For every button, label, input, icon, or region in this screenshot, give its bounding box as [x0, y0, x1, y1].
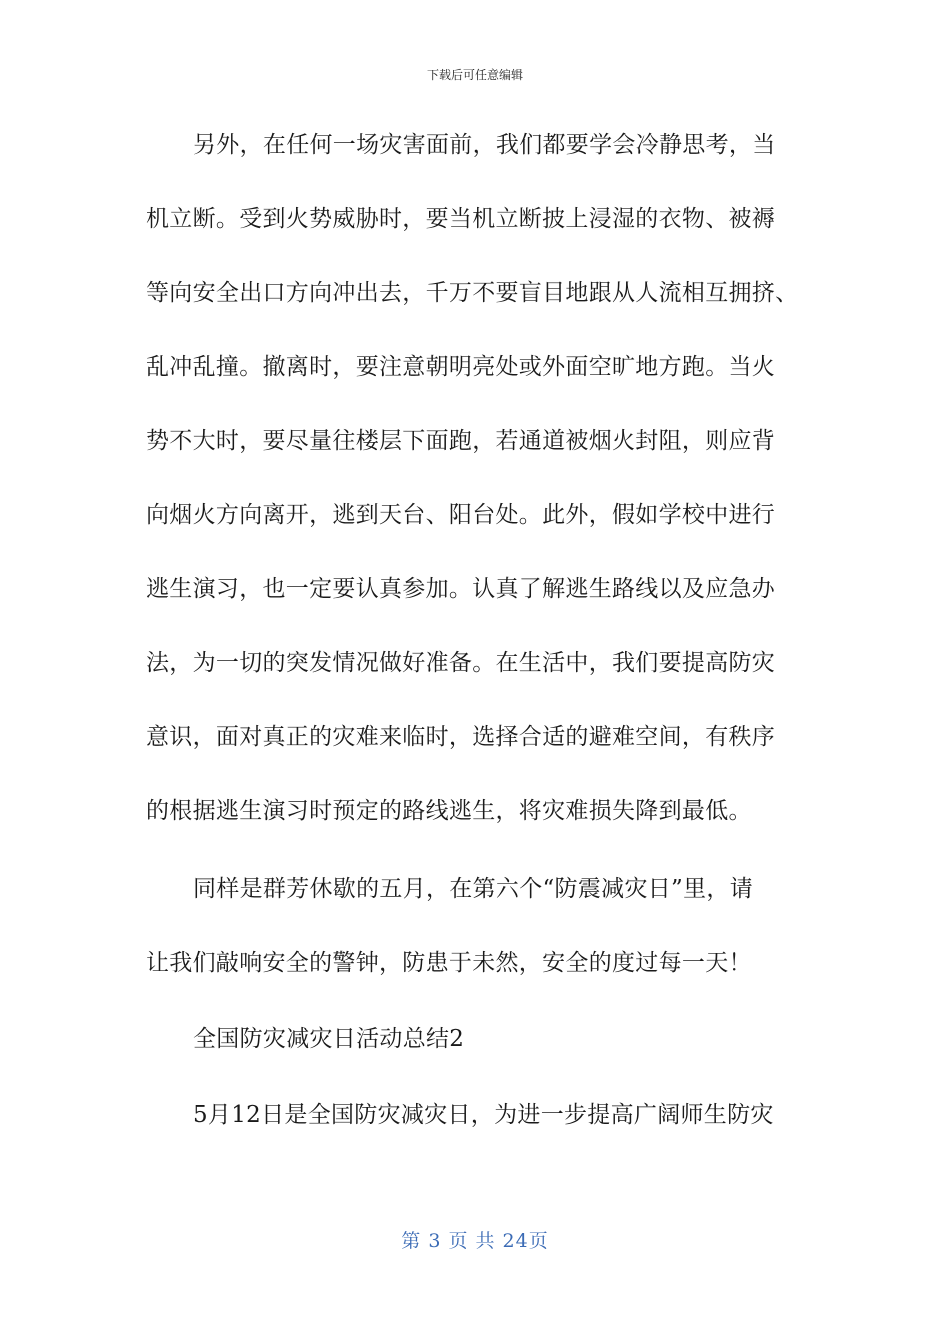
paragraph-line: 的根据逃生演习时预定的路线逃生，将灾难损失降到最低。: [146, 798, 752, 824]
section-heading: 全国防灾减灾日活动总结2: [193, 1026, 465, 1052]
paragraph-line: 等向安全出口方向冲出去，千万不要盲目地跟从人流相互拥挤、: [146, 280, 799, 306]
paragraph-line: 另外，在任何一场灾害面前，我们都要学会冷静思考，当: [193, 132, 776, 158]
paragraph-line: 逃生演习，也一定要认真参加。认真了解逃生路线以及应急办: [146, 576, 776, 602]
paragraph-line: 同样是群芳休歇的五月，在第六个“防震减灾日”里，请: [193, 876, 754, 902]
paragraph-line: 5月12日是全国防灾减灾日，为进一步提高广阔师生防灾: [193, 1102, 774, 1128]
paragraph-line: 向烟火方向离开，逃到天台、阳台处。此外，假如学校中进行: [146, 502, 776, 528]
paragraph-line: 乱冲乱撞。撤离时，要注意朝明亮处或外面空旷地方跑。当火: [146, 354, 776, 380]
page-number-footer: 第 3 页 共 24页: [401, 1230, 549, 1252]
page-header-note: 下载后可任意编辑: [426, 68, 523, 82]
paragraph-line: 机立断。受到火势威胁时，要当机立断披上浸湿的衣物、被褥: [146, 206, 776, 232]
paragraph-line: 势不大时，要尽量往楼层下面跑，若通道被烟火封阻，则应背: [146, 428, 776, 454]
paragraph-line: 意识，面对真正的灾难来临时，选择合适的避难空间，有秩序: [146, 724, 776, 750]
paragraph-line: 法，为一切的突发情况做好准备。在生活中，我们要提高防灾: [146, 650, 776, 676]
paragraph-line: 让我们敲响安全的警钟，防患于未然，安全的度过每一天！: [146, 950, 752, 976]
